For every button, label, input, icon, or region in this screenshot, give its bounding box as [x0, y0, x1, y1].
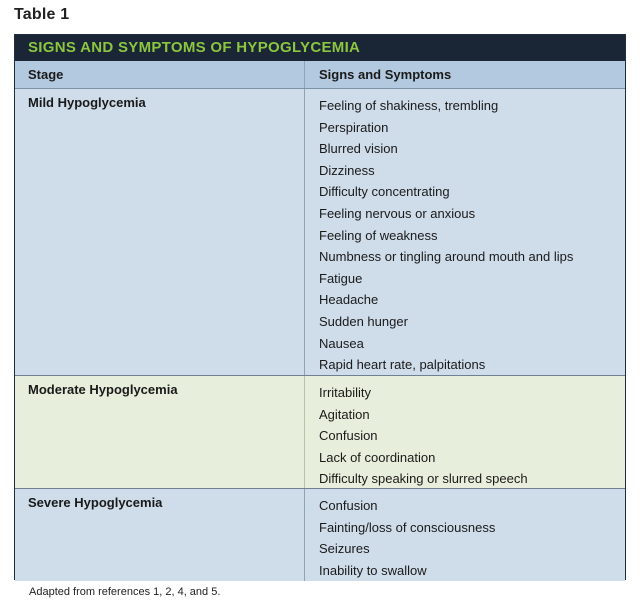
symptom-item: Feeling of shakiness, trembling: [319, 98, 499, 113]
symptom-item: Difficulty speaking or slurred speech: [319, 471, 528, 487]
header-signs-and-symptoms: Signs and Symptoms: [319, 67, 452, 82]
symptom-item: Nausea: [319, 335, 364, 351]
symptom-item: Sudden hunger: [319, 313, 408, 329]
table-title: SIGNS AND SYMPTOMS OF HYPOGLYCEMIA: [15, 35, 625, 61]
symptom-item: Inability to swallow: [319, 562, 427, 578]
stage-cell: Mild Hypoglycemia: [15, 89, 305, 375]
symptom-item: Rapid heart rate, palpitations: [319, 357, 486, 373]
stage-cell: Moderate Hypoglycemia: [15, 376, 305, 488]
stage-cell: Severe Hypoglycemia: [15, 489, 305, 581]
symptom-item: Irritability: [319, 385, 372, 400]
symptom-item: Dizziness: [319, 162, 375, 178]
table-row-severe: [15, 489, 625, 581]
symptom-item: Fatigue: [319, 270, 363, 286]
symptom-item: Confusion: [319, 498, 378, 513]
symptoms-cell: [305, 489, 625, 581]
symptoms-cell: [305, 376, 625, 488]
symptom-item: Feeling nervous or anxious: [319, 205, 476, 221]
table-label: Table 1: [14, 6, 70, 23]
symptom-item: Confusion: [319, 428, 378, 444]
table-row-moderate: [15, 376, 625, 489]
footnote: Adapted from references 1, 2, 4, and 5.: [29, 586, 221, 598]
symptom-item: Perspiration: [319, 119, 389, 135]
symptom-item: Lack of coordination: [319, 449, 436, 465]
symptom-item: Headache: [319, 292, 379, 308]
table-row-mild: [15, 89, 625, 376]
symptom-item: Blurred vision: [319, 141, 398, 157]
symptom-item: Seizures: [319, 541, 370, 557]
symptom-item: Numbness or tingling around mouth and lips: [319, 249, 574, 265]
table-header-row: [15, 61, 625, 89]
symptoms-cell: [305, 89, 625, 375]
symptom-item: Fainting/loss of consciousness: [319, 519, 496, 535]
symptom-item: Difficulty concentrating: [319, 184, 450, 200]
symptom-item: Agitation: [319, 406, 370, 422]
header-stage: Stage: [15, 61, 305, 88]
symptom-item: Feeling of weakness: [319, 227, 438, 243]
hypoglycemia-table: [14, 34, 626, 580]
